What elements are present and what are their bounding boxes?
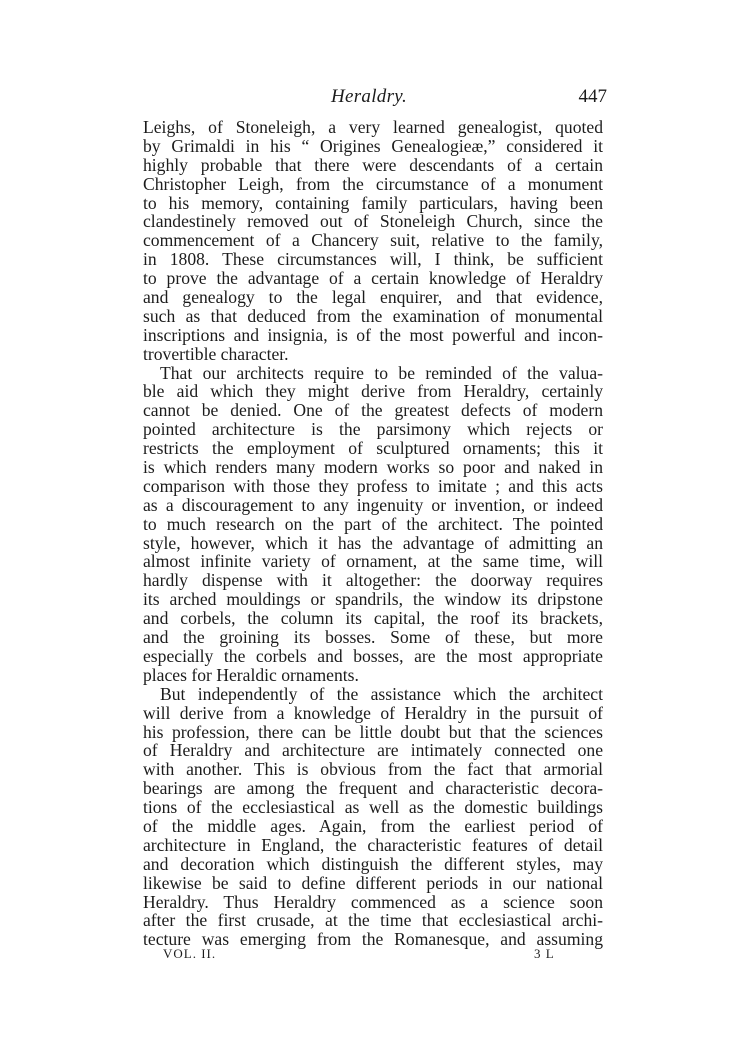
text-line: of Heraldry and architecture are intimately connected one	[143, 740, 603, 761]
text-line: and decoration which distinguish the different styles, may	[143, 853, 603, 874]
text-line: inscriptions and insignia, is of the most powerful and incon-	[143, 324, 603, 345]
text-line: after the first crusade, at the time that ecclesiastical archi-	[143, 910, 603, 931]
text-line: with another. This is obvious from the fact that armorial	[143, 759, 603, 780]
text-line: of the middle ages. Again, from the earliest period of	[143, 815, 603, 836]
text-line: comparison with those they profess to imitate ; and this acts	[143, 475, 603, 496]
text-line: to prove the advantage of a certain knowledge of Heraldry	[143, 268, 603, 289]
text-line: especially the corbels and bosses, are the most appropriate	[143, 645, 603, 666]
text-line: to much research on the part of the architect. The pointed	[143, 513, 603, 534]
text-line: and genealogy to the legal enquirer, and that evidence,	[143, 287, 603, 308]
text-line: will derive from a knowledge of Heraldry in the pursuit of	[143, 702, 603, 723]
text-line: and corbels, the column its capital, the roof its brackets,	[143, 608, 603, 629]
text-line: cannot be denied. One of the greatest defects of modern	[143, 400, 603, 421]
text-line: bearings are among the frequent and characteristic decora-	[143, 778, 603, 799]
text-line: tecture was emerging from the Romanesque, and assuming	[143, 929, 603, 950]
text-line: tions of the ecclesiastical as well as the domestic buildings	[143, 797, 603, 818]
page-footer	[0, 946, 738, 964]
page-number: 447	[578, 86, 607, 107]
text-line: architecture in England, the characteristic features of detail	[143, 834, 603, 855]
text-line: That our architects require to be reminded of the valua-	[160, 362, 603, 383]
text-line: his profession, there can be little doubt but that the sciences	[143, 721, 603, 742]
text-line: Christopher Leigh, from the circumstance of a monument	[143, 173, 603, 194]
text-line: to his memory, containing family particulars, having been	[143, 192, 603, 213]
running-head	[0, 86, 738, 112]
text-line: by Grimaldi in his “ Origines Genealogieæ,” considered it	[143, 135, 603, 156]
text-line: its arched mouldings or spandrils, the window its dripstone	[143, 589, 603, 610]
text-line: likewise be said to define different periods in our national	[143, 872, 603, 893]
text-line: trovertible character.	[143, 343, 289, 364]
text-line: Leighs, of Stoneleigh, a very learned genealogist, quoted	[143, 117, 603, 137]
text-line: places for Heraldic ornaments.	[143, 664, 359, 685]
volume-label: VOL. II.	[163, 946, 217, 961]
text-line: such as that deduced from the examination of monumental	[143, 305, 603, 326]
text-line: is which renders many modern works so poor and naked in	[143, 457, 603, 478]
text-line: Heraldry. Thus Heraldry commenced as a science soon	[143, 891, 603, 912]
text-line: ble aid which they might derive from Heraldry, certainly	[143, 381, 603, 402]
text-line: in 1808. These circumstances will, I think, be sufficient	[143, 249, 603, 270]
text-line: restricts the employment of sculptured ornaments; this it	[143, 438, 603, 459]
text-line: almost infinite variety of ornament, at the same time, will	[143, 551, 603, 572]
running-title: Heraldry.	[330, 86, 408, 107]
text-line: highly probable that there were descendants of a certain	[143, 154, 603, 175]
text-line: pointed architecture is the parsimony which rejects or	[143, 419, 603, 440]
body-text	[143, 118, 603, 949]
text-line: commencement of a Chancery suit, relative to the family,	[143, 230, 603, 251]
text-line: hardly dispense with it altogether: the doorway requires	[143, 570, 603, 591]
text-line: and the groining its bosses. Some of these, but more	[143, 627, 603, 648]
signature-mark: 3 L	[534, 946, 555, 961]
text-line: style, however, which it has the advantage of admitting an	[143, 532, 603, 553]
text-line: clandestinely removed out of Stoneleigh Church, since the	[143, 211, 603, 232]
text-line: But independently of the assistance which the architect	[160, 683, 603, 704]
text-line: as a discouragement to any ingenuity or invention, or indeed	[143, 494, 603, 515]
